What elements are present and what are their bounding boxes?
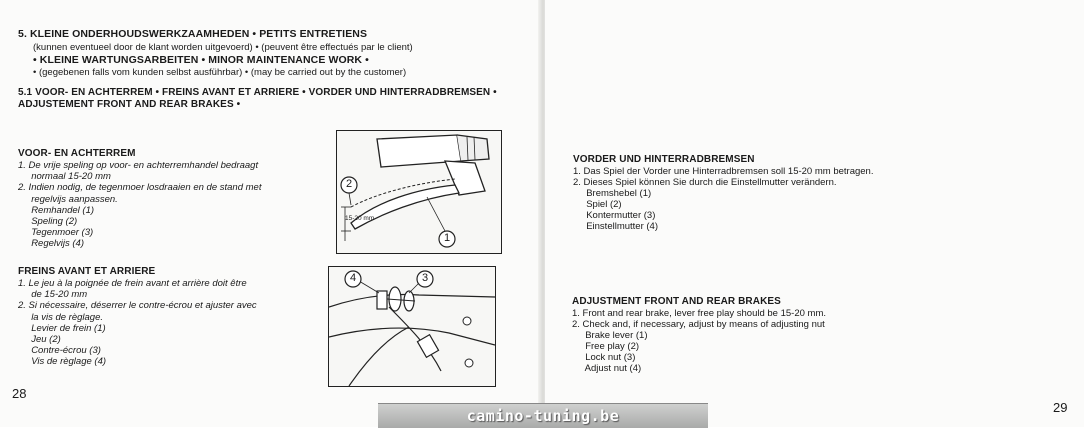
- subsection-heading-line1: 5.1 VOOR- EN ACHTERREM • FREINS AVANT ET ARRIERE • VORDER UND HINTERRADBREMSEN •: [18, 87, 497, 98]
- dutch-line: regelvijs aanpassen.: [18, 193, 118, 205]
- dutch-line: Regelvijs (4): [18, 238, 84, 250]
- english-line: Brake lever (1): [572, 330, 648, 341]
- dutch-text: [18, 160, 261, 250]
- german-line: Kontermutter (3): [573, 210, 656, 221]
- french-line: la vis de règlage.: [18, 311, 104, 323]
- french-line: Jeu (2): [18, 334, 61, 346]
- german-line: Bremshebel (1): [573, 188, 652, 199]
- dutch-line: Speling (2): [18, 216, 78, 228]
- watermark-text: camino-tuning.be: [466, 407, 620, 425]
- english-line: 1. Front and rear brake, lever free play should be 15-20 mm.: [572, 308, 826, 319]
- figure1-label-1: 1: [443, 232, 451, 244]
- french-line: 2. Si nécessaire, déserrer le contre-écrou et ajuster avec: [18, 300, 257, 312]
- german-line: Einstellmutter (4): [573, 221, 658, 232]
- figure1-dimension: 15-20 mm: [345, 215, 375, 222]
- german-title: VORDER UND HINTERRADBREMSEN: [573, 154, 755, 165]
- english-line: Free play (2): [572, 341, 640, 352]
- section-heading-line4: • (gegebenen falls vom kunden selbst ausführbar) • (may be carried out by the customer): [33, 67, 407, 78]
- english-line: 2. Check and, if necessary, adjust by means of adjusting nut: [572, 319, 825, 330]
- french-title: FREINS AVANT ET ARRIERE: [18, 266, 156, 277]
- english-line: Lock nut (3): [572, 352, 636, 363]
- german-line: 2. Dieses Spiel können Sie durch die Einstellmutter verändern.: [573, 177, 837, 188]
- section-heading-line1: 5. KLEINE ONDERHOUDSWERKZAAMHEDEN • PETITS ENTRETIENS: [18, 28, 368, 40]
- german-line: Spiel (2): [573, 199, 622, 210]
- french-text: [18, 278, 257, 368]
- left-page: [0, 0, 541, 427]
- brake-lever-figure: [336, 130, 502, 254]
- watermark-banner: [378, 403, 708, 428]
- section-heading-line3: • KLEINE WARTUNGSARBEITEN • MINOR MAINTENANCE WORK •: [33, 54, 369, 66]
- right-page: [545, 0, 1084, 427]
- french-line: Contre-écrou (3): [18, 345, 101, 357]
- dutch-line: normaal 15-20 mm: [18, 171, 111, 183]
- adjusting-nut-illustration: [329, 267, 495, 386]
- adjusting-nut-figure: [328, 266, 496, 387]
- page-number-left: 28: [12, 386, 27, 401]
- french-line: 1. Le jeu à la poignée de frein avant et arrière doit être: [18, 278, 247, 289]
- english-text: [572, 308, 826, 374]
- dutch-line: 2. Indien nodig, de tegenmoer losdraaien en de stand met: [18, 182, 262, 194]
- section-heading-line2: (kunnen eventueel door de klant worden uitgevoerd) • (peuvent être effectués par le client): [33, 42, 413, 53]
- figure2-label-4: 4: [349, 272, 357, 284]
- dutch-line: Tegenmoer (3): [18, 227, 94, 239]
- french-line: de 15-20 mm: [18, 289, 88, 301]
- figure1-label-2: 2: [345, 178, 353, 190]
- subsection-heading-line2: ADJUSTEMENT FRONT AND REAR BRAKES •: [18, 99, 241, 110]
- french-line: Vis de règlage (4): [18, 356, 107, 368]
- figure2-label-3: 3: [421, 272, 429, 284]
- english-line: Adjust nut (4): [572, 363, 642, 374]
- english-title: ADJUSTMENT FRONT AND REAR BRAKES: [572, 296, 781, 307]
- dutch-line: 1. De vrije speling op voor- en achterremhandel bedraagt: [18, 160, 259, 171]
- german-text: [573, 166, 873, 232]
- dutch-line: Remhandel (1): [18, 204, 95, 216]
- german-line: 1. Das Spiel der Vorder une Hinterradbremsen soll 15-20 mm betragen.: [573, 166, 874, 177]
- brake-lever-illustration: [337, 131, 501, 253]
- french-line: Levier de frein (1): [18, 322, 106, 334]
- dutch-title: VOOR- EN ACHTERREM: [18, 148, 136, 159]
- page-number-right: 29: [1053, 400, 1068, 415]
